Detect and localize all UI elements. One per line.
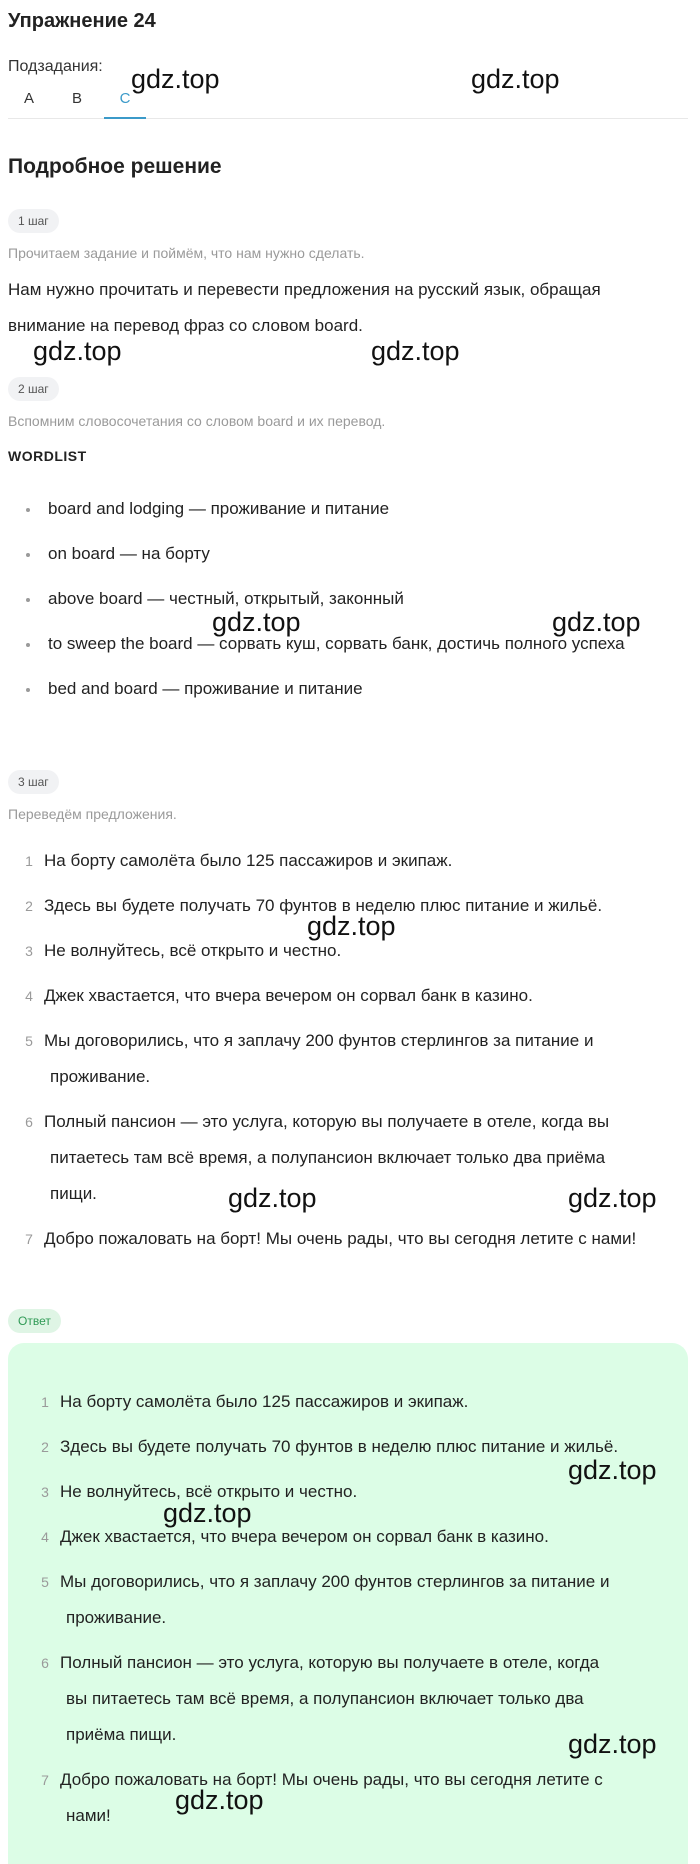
sentence-number: 6 <box>25 1114 33 1130</box>
subtask-tabs <box>8 87 688 119</box>
sentence-item <box>24 1519 684 1555</box>
sentence-number: 1 <box>25 853 33 869</box>
step-1-text-line-2: внимание на перевод фраз со словом board. <box>8 316 363 335</box>
sentence-text: проживание. <box>50 1067 151 1086</box>
step-2-badge: 2 шаг <box>8 377 59 401</box>
sentence-text: проживание. <box>66 1608 167 1627</box>
wordlist-item: bed and board — проживание и питание <box>8 674 698 719</box>
sentence-number: 2 <box>41 1439 49 1455</box>
wordlist-item: to sweep the board — сорвать куш, сорвать банк, достичь полного успеха <box>8 629 698 674</box>
sentence-text: На борту самолёта было 125 пассажиров и экипаж. <box>60 1392 469 1411</box>
sentence-number: 3 <box>41 1484 49 1500</box>
sentence-text: Джек хвастается, что вчера вечером он сорвал банк в казино. <box>44 986 533 1005</box>
step-1-description: Прочитаем задание и поймём, что нам нужно сделать. <box>8 245 365 261</box>
watermark: gdz.top <box>33 336 122 366</box>
sentence-number: 7 <box>25 1231 33 1247</box>
step-1-text-line-1: Нам нужно прочитать и перевести предложения на русский язык, обращая <box>8 280 601 299</box>
sentence-number: 7 <box>41 1772 49 1788</box>
wordlist-item: board and lodging — проживание и питание <box>8 494 698 539</box>
answer-list <box>24 1384 684 1843</box>
sentence-item <box>24 1762 684 1834</box>
step-1-badge: 1 шаг <box>8 209 59 233</box>
sentence-number: 5 <box>25 1033 33 1049</box>
sentence-text: Мы договорились, что я заплачу 200 фунтов стерлингов за питание и <box>60 1572 610 1591</box>
sentence-text: Не волнуйтесь, всё открыто и честно. <box>44 941 342 960</box>
watermark: gdz.top <box>163 1498 252 1528</box>
watermark: gdz.top <box>371 336 460 366</box>
sentence-text: Полный пансион — это услуга, которую вы получаете в отеле, когда <box>60 1653 600 1672</box>
tab-c[interactable]: C <box>104 87 146 119</box>
watermark: gdz.top <box>568 1183 657 1213</box>
sentence-item <box>8 978 692 1014</box>
watermark: gdz.top <box>212 607 301 637</box>
sentence-text: пищи. <box>50 1184 97 1203</box>
step-3-badge: 3 шаг <box>8 770 59 794</box>
watermark: gdz.top <box>568 1455 657 1485</box>
sentence-item <box>24 1564 684 1636</box>
wordlist-item: above board — честный, открытый, законный <box>8 584 698 629</box>
sentence-text: Здесь вы будете получать 70 фунтов в неделю плюс питание и жильё. <box>44 896 603 915</box>
sentence-text: Добро пожаловать на борт! Мы очень рады, что вы сегодня летите с <box>60 1770 603 1789</box>
section-title: Подробное решение <box>8 155 222 178</box>
sentence-number: 1 <box>41 1394 49 1410</box>
subtasks-label: Подзадания: <box>8 58 103 75</box>
sentence-item <box>24 1384 684 1420</box>
wordlist-title: WORDLIST <box>8 448 87 464</box>
sentence-number: 4 <box>25 988 33 1004</box>
watermark: gdz.top <box>552 607 641 637</box>
sentence-item <box>8 1221 692 1257</box>
sentence-item <box>8 843 692 879</box>
sentence-text: вы питаетесь там всё время, а полупансион включает только два <box>66 1689 584 1708</box>
tab-a[interactable]: A <box>23 90 34 107</box>
sentence-text: нами! <box>66 1806 111 1825</box>
sentence-text: Мы договорились, что я заплачу 200 фунтов стерлингов за питание и <box>44 1031 594 1050</box>
sentence-text: Не волнуйтесь, всё открыто и честно. <box>60 1482 358 1501</box>
watermark: gdz.top <box>228 1183 317 1213</box>
watermark: gdz.top <box>307 911 396 941</box>
sentence-number: 2 <box>25 898 33 914</box>
tab-b[interactable]: B <box>71 90 82 107</box>
sentence-number: 5 <box>41 1574 49 1590</box>
sentence-number: 3 <box>25 943 33 959</box>
sentence-text: приёма пищи. <box>66 1725 177 1744</box>
sentence-text: Джек хвастается, что вчера вечером он сорвал банк в казино. <box>60 1527 549 1546</box>
step-3-description: Переведём предложения. <box>8 806 177 822</box>
sentence-number: 6 <box>41 1655 49 1671</box>
page-title: Упражнение 24 <box>8 10 156 32</box>
watermark: gdz.top <box>568 1729 657 1759</box>
sentence-number: 4 <box>41 1529 49 1545</box>
watermark: gdz.top <box>131 64 220 94</box>
answer-badge: Ответ <box>8 1309 61 1333</box>
sentence-text: На борту самолёта было 125 пассажиров и экипаж. <box>44 851 453 870</box>
sentence-text: питаетесь там всё время, а полупансион включает только два приёма <box>50 1148 606 1167</box>
step-2-description: Вспомним словосочетания со словом board и их перевод. <box>8 413 386 429</box>
wordlist-item: on board — на борту <box>8 539 698 584</box>
watermark: gdz.top <box>471 64 560 94</box>
watermark: gdz.top <box>175 1785 264 1815</box>
sentence-text: Здесь вы будете получать 70 фунтов в неделю плюс питание и жильё. <box>60 1437 619 1456</box>
sentence-text: Добро пожаловать на борт! Мы очень рады, что вы сегодня летите с нами! <box>44 1229 637 1248</box>
sentence-text: Полный пансион — это услуга, которую вы получаете в отеле, когда вы <box>44 1112 610 1131</box>
sentence-item <box>8 1023 692 1095</box>
